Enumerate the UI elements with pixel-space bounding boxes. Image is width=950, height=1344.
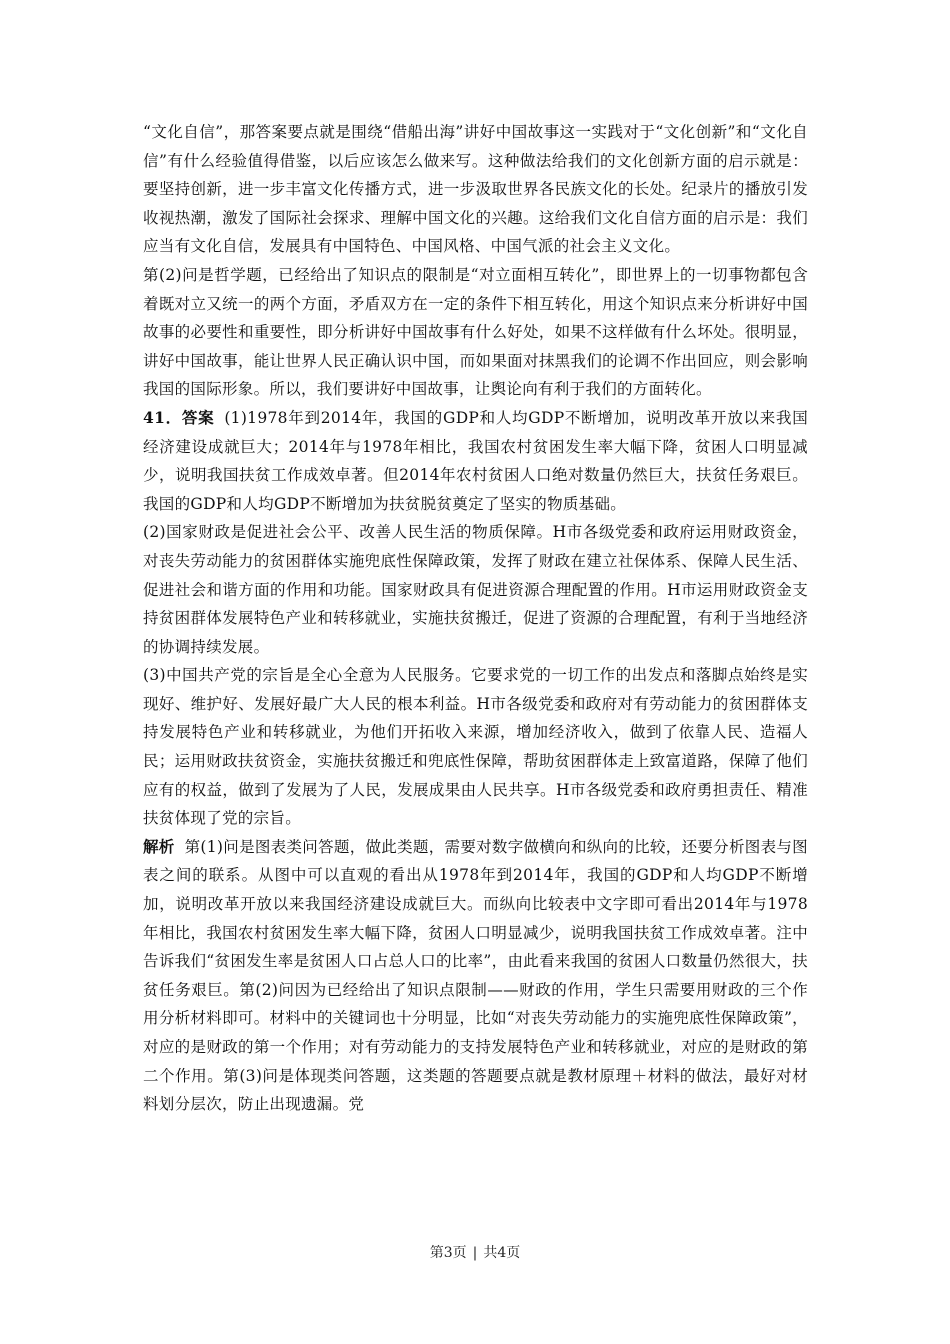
page-content [143, 118, 808, 1119]
answer-41-part-1 [143, 404, 808, 518]
answer-label: 41．答案 [143, 407, 215, 427]
analysis-41 [143, 833, 808, 1119]
answer-41-text-1: (1)1978年到2014年，我国的GDP和人均GDP不断增加，说明改革开放以来我国经济建设成就巨大；2014年与1978年相比，我国农村贫困发生率大幅下降，贫困人口明显减少，说明我国扶贫工作成效卓著。但2014年农村贫困人口绝对数量仍然巨大，扶贫任务艰巨。我国的GDP和人均GDP不断增加为扶贫脱贫奠定了坚实的物质基础。 [143, 408, 808, 513]
page-footer [0, 1242, 950, 1262]
analysis-41-text: 第(1)问是图表类问答题，做此类题，需要对数字做横向和纵向的比较，还要分析图表与图表之间的联系。从图中可以直观的看出从1978年到2014年，我国的GDP和人均GDP不断增加，说明改革开放以来我国经济建设成就巨大。而纵向比较表中文字即可看出2014年与1978年相比，我国农村贫困发生率大幅下降，贫困人口明显减少，说明我国扶贫工作成效卓著。注中告诉我们“贫困发生率是贫困人口占总人口的比率”，由此看来我国的贫困人口数量仍然很大，扶贫任务艰巨。第(2)问因为已经给出了知识点限制——财政的作用，学生只需要用财政的三个作用分析材料即可。材料中的关键词也十分明显，比如“对丧失劳动能力的实施兜底性保障政策”，对应的是财政的第一个作用；对有劳动能力的支持发展特色产业和转移就业，对应的是财政的第二个作用。第(3)问是体现类问答题，这类题的答题要点就是教材原理＋材料的做法，最好对材料划分层次，防止出现遗漏。党 [143, 837, 808, 1114]
analysis-paragraph-1: “文化自信”，那答案要点就是围绕“借船出海”讲好中国故事这一实践对于“文化创新”和“文化自信”有什么经验值得借鉴，以后应该怎么做来写。这种做法给我们的文化创新方面的启示就是：要坚持创新，进一步丰富文化传播方式，进一步汲取世界各民族文化的长处。纪录片的播放引发收视热潮，激发了国际社会探求、理解中国文化的兴趣。这给我们文化自信方面的启示是：我们应当有文化自信，发展具有中国特色、中国风格、中国气派的社会主义文化。 [143, 123, 808, 256]
page-number: 第3页 [429, 1245, 467, 1261]
analysis-paragraph-2: 第(2)问是哲学题，已经给出了知识点的限制是“对立面相互转化”，即世界上的一切事物都包含着既对立又统一的两个方面，矛盾双方在一定的条件下相互转化，用这个知识点来分析讲好中国故事的必要性和重要性，即分析讲好中国故事有什么好处，如果不这样做有什么坏处。很明显，讲好中国故事，能让世界人民正确认识中国，而如果面对抹黑我们的论调不作出回应，则会影响我国的国际形象。所以，我们要讲好中国故事，让舆论向有利于我们的方面转化。 [143, 265, 808, 399]
answer-41-part-2: (2)国家财政是促进社会公平、改善人民生活的物质保障。H市各级党委和政府运用财政资金，对丧失劳动能力的贫困群体实施兜底性保障政策，发挥了财政在建立社保体系、保障人民生活、促进社会和谐方面的作用和功能。国家财政具有促进资源合理配置的作用。H市运用财政资金支持贫困群体发展特色产业和转移就业，实施扶贫搬迁，促进了资源的合理配置，有利于当地经济的协调持续发展。 [143, 523, 808, 656]
page-total: 共4页 [483, 1245, 521, 1261]
footer-separator: | [472, 1245, 478, 1261]
answer-41-part-3: (3)中国共产党的宗旨是全心全意为人民服务。它要求党的一切工作的出发点和落脚点始终是实现好、维护好、发展好最广大人民的根本利益。H市各级党委和政府对有劳动能力的贫困群体支持发展特色产业和转移就业，为他们开拓收入来源，增加经济收入，做到了依靠人民、造福人民；运用财政扶贫资金，实施扶贫搬迁和兜底性保障，帮助贫困群体走上致富道路，保障了他们应有的权益，做到了发展为了人民，发展成果由人民共享。H市各级党委和政府勇担责任、精准扶贫体现了党的宗旨。 [143, 666, 808, 828]
analysis-label: 解析 [143, 836, 175, 856]
